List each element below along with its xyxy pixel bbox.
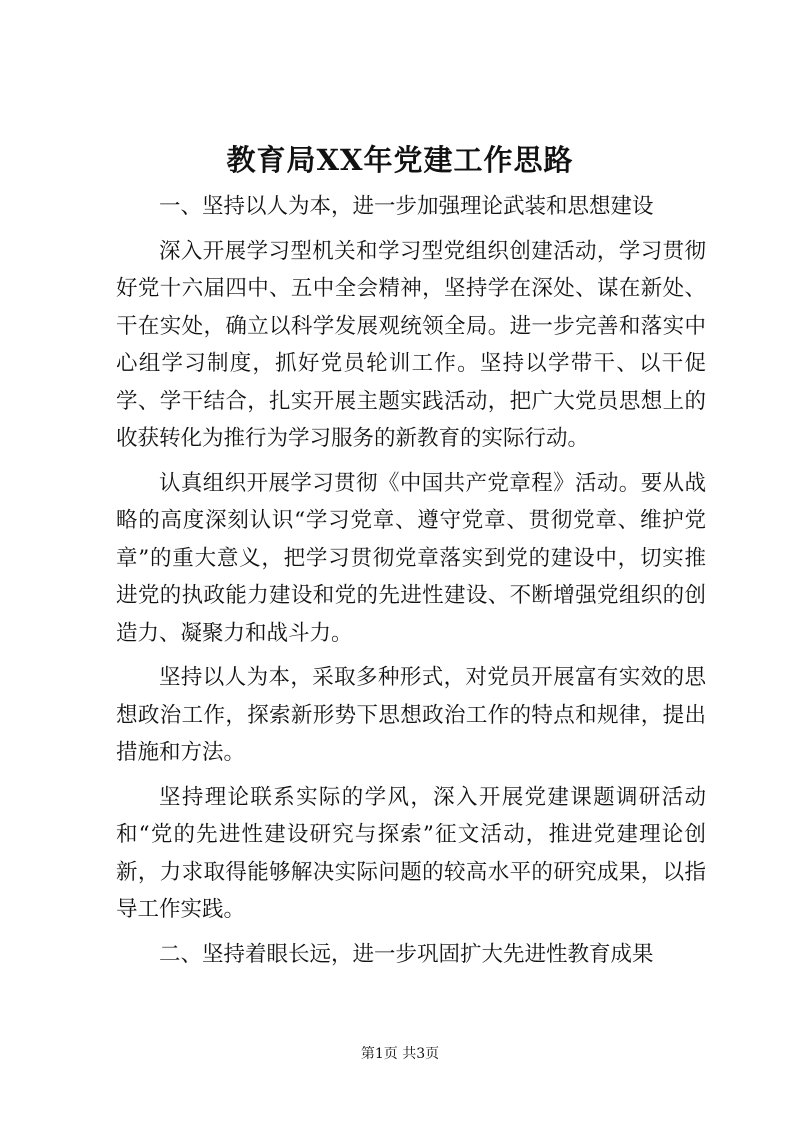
paragraph-4: 坚持理论联系实际的学风，深入开展党建课题调研活动和“党的先进性建设研究与探索”征文活动，推进党建理论创新，力求取得能够解决实际问题的较高水平的研究成果，以指导工作实践。 <box>116 784 706 922</box>
paragraph-1: 深入开展学习型机关和学习型党组织创建活动，学习贯彻好党十六届四中、五中全会精神，坚持学在深处、谋在新处、干在实处，确立以科学发展观统领全局。进一步完善和落实中心组学习制度，抓好党员轮训工作。坚持以学带干、以干促学、学干结合，扎实开展主题实践活动，把广大党员思想上的收获转化为推行为学习服务的新教育的实际行动。 <box>116 238 706 451</box>
document-body <box>116 188 706 980</box>
page-footer: 第1页 共3页 <box>360 1046 440 1062</box>
document-title: 教育局XX年党建工作思路 <box>226 143 574 177</box>
paragraph-2: 认真组织开展学习贯彻《中国共产党章程》活动。要从战略的高度深刻认识“学习党章、遵守党章、贯彻党章、维护党章”的重大意义，把学习贯彻党章落实到党的建设中，切实推进党的执政能力建设和党的先进性建设、不断增强党组织的创造力、凝聚力和战斗力。 <box>116 470 706 646</box>
section-heading-1: 一、坚持以人为本，进一步加强理论武装和思想建设 <box>159 194 654 219</box>
section-heading-2: 二、坚持着眼长远，进一步巩固扩大先进性教育成果 <box>159 941 654 967</box>
paragraph-3: 坚持以人为本，采取多种形式，对党员开展富有实效的思想政治工作，探索新形势下思想政治工作的特点和规律，提出措施和方法。 <box>116 665 706 765</box>
